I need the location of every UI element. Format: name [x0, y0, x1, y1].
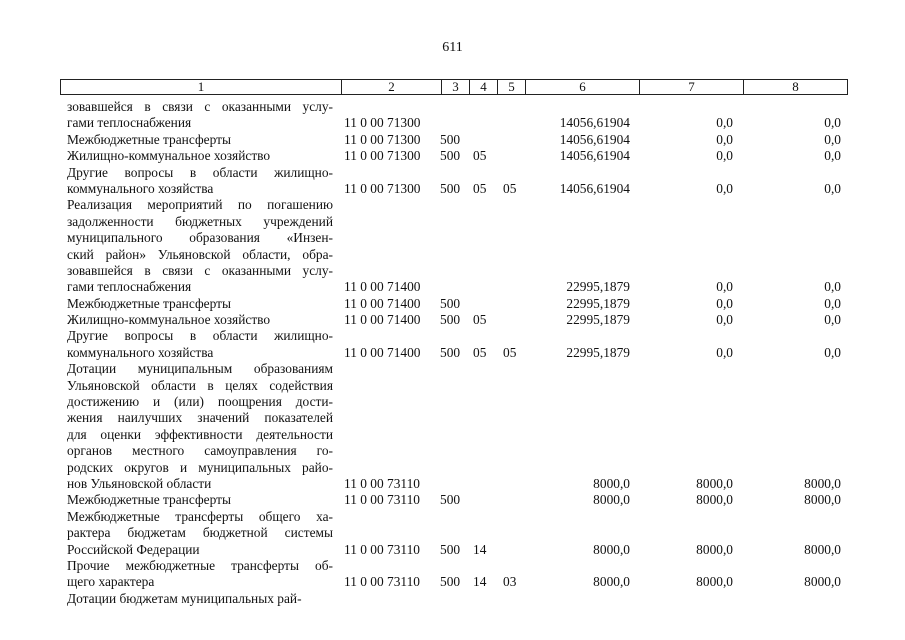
row-col-8: 8000,0 [804, 541, 841, 557]
row-col-4: 05 [473, 148, 487, 164]
row-col-7: 0,0 [716, 180, 733, 196]
row-col-3: 500 [440, 148, 461, 164]
row-name-line: Дотации бюджетам муниципальных рай- [67, 590, 302, 606]
row-name-line: Жилищно-коммунальное хозяйство [67, 148, 271, 164]
row-col-4: 14 [473, 574, 487, 590]
row-col-5: 03 [503, 574, 517, 590]
row-name-line: Другие вопросы в области жилищно- [67, 164, 333, 180]
row-col-3: 500 [440, 312, 461, 328]
table-row [0, 165, 905, 198]
row-col-7: 0,0 [716, 115, 733, 131]
table-row [0, 361, 905, 492]
header-col-5: 5 [497, 80, 525, 94]
row-col-7: 0,0 [716, 312, 733, 328]
row-col-6: 22995,1879 [566, 295, 630, 311]
row-col-6: 8000,0 [593, 574, 630, 590]
header-col-2: 2 [341, 80, 441, 94]
table-row [0, 591, 905, 607]
header-col-8: 8 [743, 80, 847, 94]
row-col-3: 500 [440, 180, 461, 196]
row-col-6: 14056,61904 [559, 131, 630, 147]
header-col-7: 7 [639, 80, 743, 94]
row-name-line: гами теплоснабжения [67, 279, 192, 295]
table-body [0, 99, 905, 607]
row-col-7: 0,0 [716, 344, 733, 360]
row-name-line: Реализация мероприятий по погашению [67, 197, 333, 213]
row-name-line: жения наилучших значений показателей [67, 410, 333, 426]
row-code: 11 0 00 73110 [344, 492, 421, 508]
row-col-3: 500 [440, 131, 461, 147]
row-name-line: для оценки эффективности деятельности [67, 426, 333, 442]
row-name-line: Жилищно-коммунальное хозяйство [67, 312, 271, 328]
row-col-7: 8000,0 [696, 541, 733, 557]
row-name-line: Межбюджетные трансферты [67, 131, 231, 147]
row-col-7: 0,0 [716, 279, 733, 295]
header-col-4: 4 [469, 80, 497, 94]
header-col-3: 3 [441, 80, 469, 94]
row-col-3: 500 [440, 492, 461, 508]
row-col-8: 0,0 [824, 279, 841, 295]
row-name-line: коммунального хозяйства [67, 180, 214, 196]
row-code: 11 0 00 71400 [344, 279, 421, 295]
row-col-4: 05 [473, 344, 487, 360]
row-name-line: гами теплоснабжения [67, 115, 192, 131]
row-name-line: Ульяновской области в целях содействия [67, 377, 333, 393]
row-col-3: 500 [440, 541, 461, 557]
row-name-line: органов местного самоуправления го- [67, 443, 333, 459]
table-row [0, 558, 905, 591]
row-col-8: 0,0 [824, 344, 841, 360]
row-col-6: 22995,1879 [566, 312, 630, 328]
row-code: 11 0 00 71400 [344, 295, 421, 311]
row-col-5: 05 [503, 180, 517, 196]
row-col-7: 0,0 [716, 131, 733, 147]
row-col-5: 05 [503, 344, 517, 360]
row-code: 11 0 00 73110 [344, 574, 421, 590]
row-name-line: коммунального хозяйства [67, 344, 214, 360]
row-col-8: 0,0 [824, 312, 841, 328]
row-name-line: достижению и (или) поощрения дости- [67, 394, 333, 410]
row-code: 11 0 00 71300 [344, 115, 421, 131]
row-col-6: 22995,1879 [566, 344, 630, 360]
table-row [0, 328, 905, 361]
row-col-7: 0,0 [716, 148, 733, 164]
row-col-3: 500 [440, 574, 461, 590]
row-code: 11 0 00 73110 [344, 541, 421, 557]
row-name-line: Межбюджетные трансферты [67, 295, 231, 311]
row-col-8: 8000,0 [804, 475, 841, 491]
row-name-line: нов Ульяновской области [67, 475, 212, 491]
row-name-line: зовавшейся в связи с оказанными услу- [67, 99, 333, 114]
row-col-4: 05 [473, 180, 487, 196]
row-col-8: 0,0 [824, 180, 841, 196]
row-code: 11 0 00 71400 [344, 344, 421, 360]
row-col-6: 14056,61904 [559, 148, 630, 164]
row-col-3: 500 [440, 295, 461, 311]
row-col-6: 8000,0 [593, 541, 630, 557]
row-col-6: 8000,0 [593, 492, 630, 508]
table-row [0, 99, 905, 132]
row-col-8: 0,0 [824, 295, 841, 311]
row-col-4: 14 [473, 541, 487, 557]
row-name-line: Другие вопросы в области жилищно- [67, 328, 333, 344]
row-name-line: Межбюджетные трансферты [67, 492, 231, 508]
row-col-7: 8000,0 [696, 492, 733, 508]
row-col-6: 22995,1879 [566, 279, 630, 295]
table-row [0, 492, 905, 508]
row-name-line: щего характера [67, 574, 155, 590]
table-row [0, 296, 905, 312]
row-col-4: 05 [473, 312, 487, 328]
row-col-6: 8000,0 [593, 475, 630, 491]
row-code: 11 0 00 71300 [344, 131, 421, 147]
table-row [0, 509, 905, 558]
row-col-8: 0,0 [824, 131, 841, 147]
row-col-7: 0,0 [716, 295, 733, 311]
row-code: 11 0 00 73110 [344, 475, 421, 491]
row-col-8: 0,0 [824, 115, 841, 131]
row-name-line: муниципального образования «Инзен- [67, 230, 333, 246]
row-code: 11 0 00 71400 [344, 312, 421, 328]
row-name-line: зовавшейся в связи с оказанными услу- [67, 262, 333, 278]
row-name [67, 361, 333, 492]
row-col-8: 8000,0 [804, 574, 841, 590]
row-code: 11 0 00 71300 [344, 148, 421, 164]
row-col-8: 0,0 [824, 148, 841, 164]
row-col-7: 8000,0 [696, 574, 733, 590]
row-name-line: Прочие межбюджетные трансферты об- [67, 557, 333, 573]
header-col-1: 1 [197, 79, 205, 94]
row-col-6: 14056,61904 [559, 180, 630, 196]
row-name-line: Дотации муниципальным образованиям [67, 361, 333, 377]
table-header [60, 79, 848, 95]
row-col-8: 8000,0 [804, 492, 841, 508]
table-row [0, 197, 905, 295]
row-name-line: ский район» Ульяновской области, обра- [67, 246, 333, 262]
row-col-3: 500 [440, 344, 461, 360]
row-col-6: 14056,61904 [559, 115, 630, 131]
row-name-line: Межбюджетные трансферты общего ха- [67, 508, 333, 524]
table-row [0, 312, 905, 328]
header-col-6: 6 [525, 80, 639, 94]
table-row [0, 148, 905, 164]
row-name-line: рактера бюджетам бюджетной системы [67, 525, 333, 541]
row-code: 11 0 00 71300 [344, 180, 421, 196]
page-number: 611 [442, 40, 463, 55]
row-name-line: Российской Федерации [67, 541, 200, 557]
row-name-line: родских округов и муниципальных райо- [67, 459, 333, 475]
table-row [0, 132, 905, 148]
row-name-line: задолженности бюджетных учреждений [67, 213, 333, 229]
row-col-7: 8000,0 [696, 475, 733, 491]
